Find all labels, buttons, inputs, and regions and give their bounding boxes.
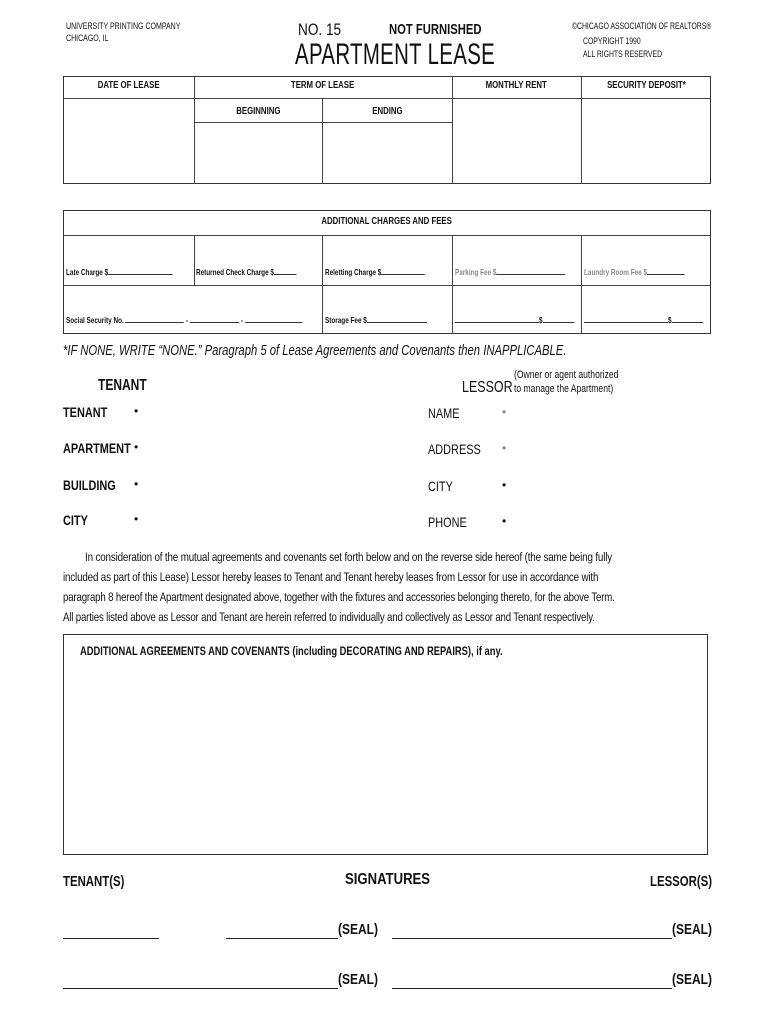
lessor-note: (Owner or agent authorized to manage the Apartment)	[514, 369, 619, 395]
custom-fee-field-1[interactable]: $	[455, 313, 614, 325]
security-deposit-field[interactable]	[583, 100, 709, 182]
tenant-seal-2: (SEAL)	[338, 971, 378, 988]
tenant-name-field[interactable]: TENANT	[63, 404, 108, 420]
copyright-holder: ©CHICAGO ASSOCIATION OF REALTORS®	[572, 21, 712, 31]
apartment-field[interactable]: APARTMENT	[63, 440, 131, 456]
bullet-icon: •	[502, 405, 507, 419]
tenant-city-field[interactable]: CITY	[63, 512, 88, 528]
additional-charges-title: ADDITIONAL CHARGES AND FEES	[321, 216, 453, 227]
lessor-signature-line-1[interactable]	[392, 938, 672, 939]
building-field[interactable]: BUILDING	[63, 477, 116, 493]
beginning-date-field[interactable]	[196, 124, 321, 182]
publisher-name: UNIVERSITY PRINTING COMPANY	[66, 21, 181, 31]
bullet-icon: •	[134, 477, 139, 491]
tenant-signature-line-1[interactable]	[226, 938, 338, 939]
form-number: NO. 15	[298, 20, 342, 39]
tenant-heading: TENANT	[98, 377, 147, 394]
bullet-icon: •	[502, 441, 507, 455]
laundry-room-fee-field[interactable]: Laundry Room Fee $	[584, 265, 718, 277]
lessor-city-field[interactable]: CITY	[428, 478, 453, 494]
consideration-line-1: In consideration of the mutual agreements and covenants set forth below and on the reverse side hereof (the same being fully	[85, 550, 613, 564]
publisher-city: CHICAGO, IL	[66, 33, 109, 43]
date-of-lease-header: DATE OF LEASE	[97, 80, 160, 91]
consideration-line-2: included as part of this Lease) Lessor hereby leases to Tenant and Tenant hereby leases from Lessor for use in accordance with	[63, 570, 599, 584]
additional-agreements-box[interactable]	[63, 634, 708, 855]
term-of-lease-header: TERM OF LEASE	[291, 80, 355, 91]
copyright-year: COPYRIGHT 1990	[583, 36, 641, 46]
bullet-icon: •	[134, 440, 139, 454]
lessor-heading: LESSOR	[462, 379, 513, 396]
date-of-lease-field[interactable]	[65, 100, 193, 182]
tenant-signature-line-2[interactable]	[63, 988, 338, 989]
monthly-rent-field[interactable]	[454, 100, 580, 182]
monthly-rent-header: MONTHLY RENT	[485, 80, 548, 91]
rights-reserved: ALL RIGHTS RESERVED	[583, 49, 663, 59]
lessor-phone-field[interactable]: PHONE	[428, 514, 467, 530]
tenant-seal-1: (SEAL)	[338, 921, 378, 938]
additional-agreements-label: ADDITIONAL AGREEMENTS AND COVENANTS (including DECORATING AND REPAIRS), if any.	[80, 644, 503, 658]
bullet-icon: •	[502, 514, 507, 528]
security-deposit-header: SECURITY DEPOSIT*	[606, 80, 686, 91]
consideration-line-3: paragraph 8 hereof the Apartment designated above, together with the fixtures and accessories belonging thereto, for the above Term.	[63, 590, 615, 604]
beginning-header: BEGINNING	[235, 106, 281, 117]
ending-header: ENDING	[371, 106, 403, 117]
reletting-charge-field[interactable]: Reletting Charge $	[325, 265, 458, 277]
page-title: APARTMENT LEASE	[295, 38, 496, 71]
lessor-name-field[interactable]: NAME	[428, 405, 460, 421]
lessors-signature-label: LESSOR(S)	[650, 873, 713, 890]
lessor-seal-2: (SEAL)	[672, 971, 712, 988]
consideration-line-4: All parties listed above as Lessor and Tenant are herein referred to individually and collectively as Lessor and Tenant respectively.	[63, 610, 595, 624]
late-charge-field[interactable]: Late Charge $	[66, 265, 208, 277]
custom-fee-field-2[interactable]: $	[584, 313, 743, 325]
parking-fee-field[interactable]: Parking Fee $	[455, 265, 602, 277]
returned-check-charge-field[interactable]: Returned Check Charge $	[196, 265, 330, 277]
signatures-title: SIGNATURES	[345, 871, 431, 888]
storage-fee-field[interactable]: Storage Fee $	[325, 313, 461, 325]
furnished-label: NOT FURNISHED	[389, 21, 482, 38]
bullet-icon: •	[134, 512, 139, 526]
deposit-note: *IF NONE, WRITE “NONE.” Paragraph 5 of Lease Agreements and Covenants then INAPPLICABLE.	[63, 342, 567, 359]
ending-date-field[interactable]	[324, 124, 451, 182]
lessor-signature-line-2[interactable]	[392, 988, 672, 989]
lessor-seal-1: (SEAL)	[672, 921, 712, 938]
bullet-icon: •	[134, 404, 139, 418]
lessor-address-field[interactable]: ADDRESS	[428, 441, 481, 457]
tenants-signature-label: TENANT(S)	[63, 873, 125, 890]
social-security-field[interactable]: Social Security No. - -	[66, 313, 381, 325]
bullet-icon: •	[502, 478, 507, 492]
